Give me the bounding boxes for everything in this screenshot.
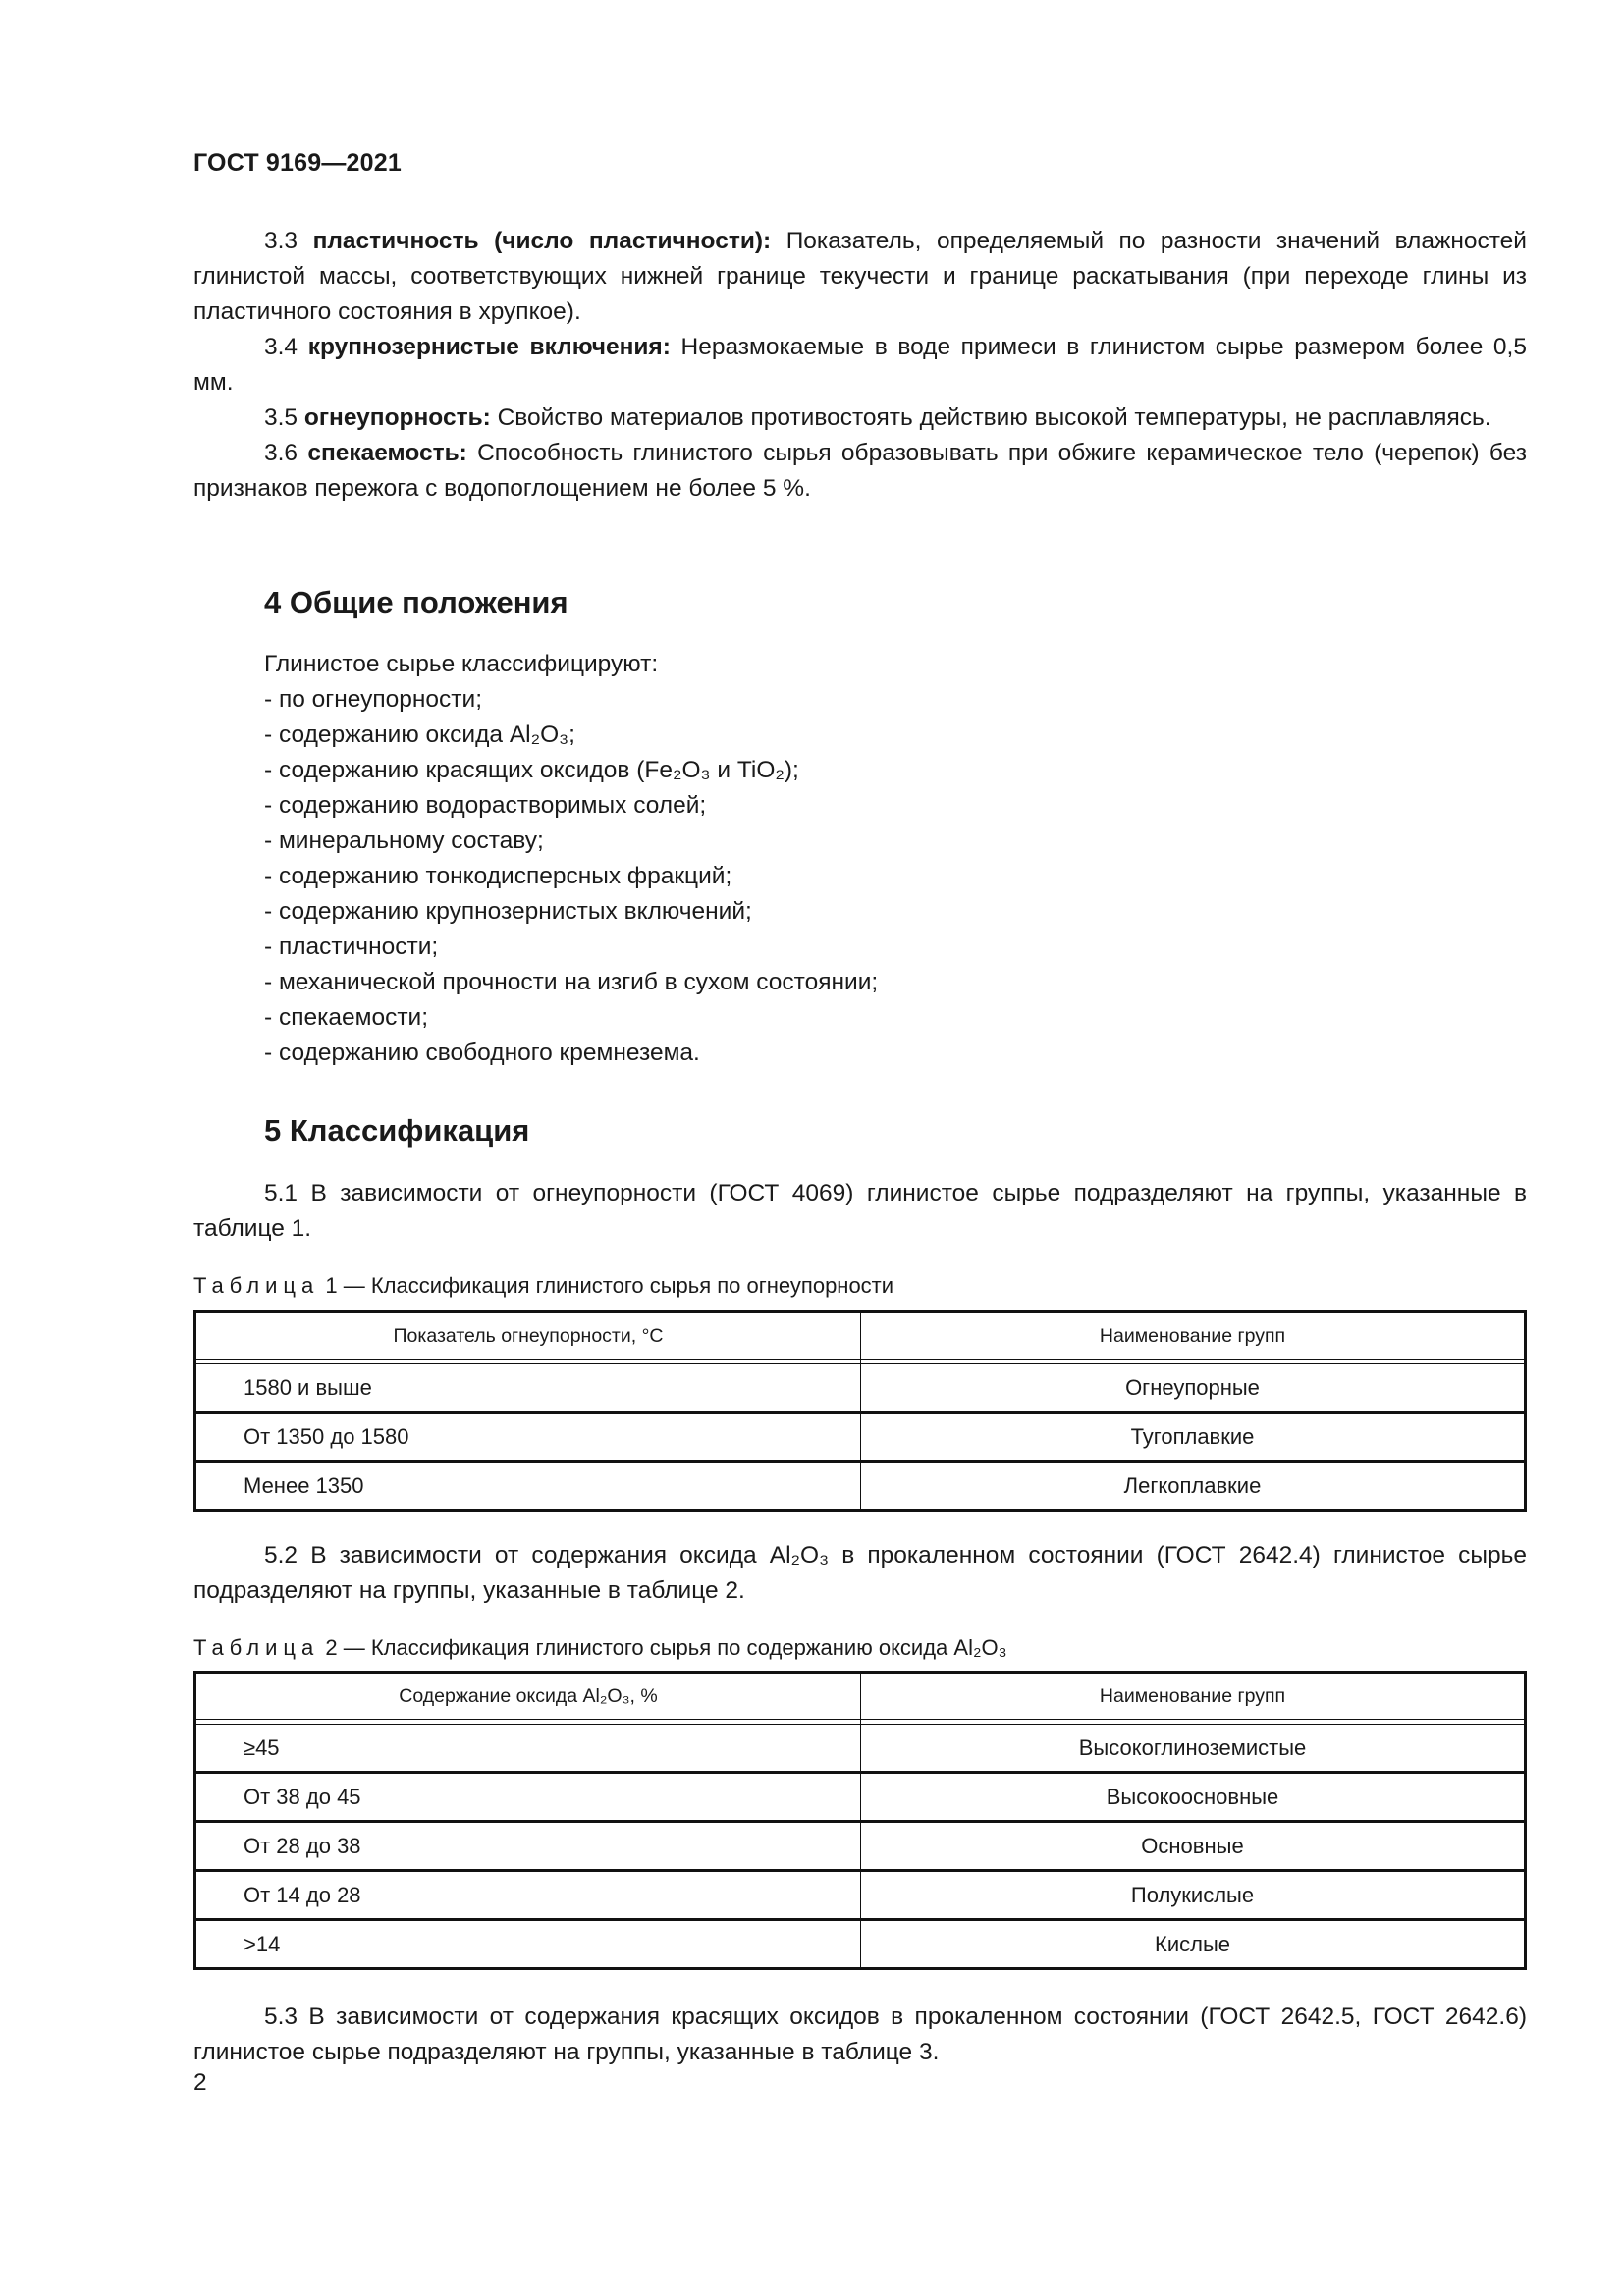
- table-row: [195, 1871, 1526, 1920]
- definition-text: Свойство материалов противостоять действию высокой температуры, не расплавляясь.: [490, 404, 1491, 431]
- list-item: - содержанию водорастворимых солей;: [264, 792, 707, 819]
- table-header-row: [195, 1673, 1526, 1720]
- definition-text: Показатель, определяемый по разности значений влажностей глинистой массы, соответствующих нижней границе текучести и границе раскатывания (при переходе глины из пластичного состояния в хрупкое).: [193, 228, 1527, 325]
- list-item: - пластичности;: [264, 934, 439, 960]
- list-item: - содержанию свободного кремнезема.: [264, 1040, 700, 1066]
- table-row: [195, 1725, 1526, 1773]
- definition-term: пластичность (число пластичности):: [312, 228, 772, 254]
- definitions-block: [193, 224, 1527, 507]
- definition-3-5: [193, 400, 1527, 436]
- list-intro: Глинистое сырье классифицируют:: [264, 651, 659, 677]
- table-row: [195, 1920, 1526, 1969]
- list-item: - содержанию красящих оксидов (Fe₂O₃ и TiO₂);: [264, 757, 799, 783]
- caption-prefix: Таблица: [193, 1635, 320, 1660]
- paragraph-5-2: [193, 1538, 1527, 1609]
- column-header: Содержание оксида Al₂O₃, %: [195, 1673, 861, 1720]
- page-number: 2: [193, 2069, 207, 2096]
- definition-text: Неразмокаемые в воде примеси в глинистом сырье размером более 0,5 мм.: [193, 334, 1527, 396]
- table-cell: >14: [195, 1920, 861, 1969]
- section-5-heading: 5 Классификация: [264, 1113, 530, 1148]
- table-cell: Легкоплавкие: [861, 1462, 1526, 1511]
- table-cell: От 28 до 38: [195, 1822, 861, 1871]
- classification-criteria-list: [264, 647, 878, 1071]
- table-row: [195, 1364, 1526, 1413]
- table-cell: ≥45: [195, 1725, 861, 1773]
- list-item: - спекаемости;: [264, 1004, 429, 1031]
- table-cell: Высокоглиноземистые: [861, 1725, 1526, 1773]
- definition-3-4: [193, 330, 1527, 400]
- column-header: Показатель огнеупорности, °С: [195, 1312, 861, 1360]
- definition-number: 3.4: [264, 334, 298, 360]
- document-id-header: ГОСТ 9169—2021: [193, 149, 402, 177]
- table-1-refractoriness: [193, 1310, 1527, 1512]
- list-item: - содержанию крупнозернистых включений;: [264, 898, 752, 925]
- definition-term: крупнозернистые включения:: [307, 334, 671, 360]
- list-item: - механической прочности на изгиб в сухом состоянии;: [264, 969, 879, 995]
- table-1-caption: [193, 1272, 893, 1300]
- definition-text: Способность глинистого сырья образовывать при обжиге керамическое тело (черепок) без признаков пережога с водопоглощением не более 5 %.: [193, 440, 1527, 502]
- paragraph-text: 5.3 В зависимости от содержания красящих оксидов в прокаленном состоянии (ГОСТ 2642.5, ГОСТ 2642.6) глинистое сырье подразделяют на группы, указанные в таблице 3.: [193, 2003, 1527, 2065]
- definition-number: 3.5: [264, 404, 298, 431]
- list-item: - минеральному составу;: [264, 828, 544, 854]
- definition-3-3: [193, 224, 1527, 330]
- paragraph-5-1: [193, 1176, 1527, 1247]
- table-row: [195, 1413, 1526, 1462]
- table-cell: Основные: [861, 1822, 1526, 1871]
- table-cell: Тугоплавкие: [861, 1413, 1526, 1462]
- column-header: Наименование групп: [861, 1673, 1526, 1720]
- column-header: Наименование групп: [861, 1312, 1526, 1360]
- table-cell: Высокоосновные: [861, 1773, 1526, 1822]
- table-cell: 1580 и выше: [195, 1364, 861, 1413]
- table-cell: Полукислые: [861, 1871, 1526, 1920]
- caption-text: 1 — Классификация глинистого сырья по огнеупорности: [319, 1273, 894, 1298]
- table-cell: Кислые: [861, 1920, 1526, 1969]
- table-row: [195, 1822, 1526, 1871]
- table-2-alumina-content: [193, 1671, 1527, 1970]
- caption-prefix: Таблица: [193, 1273, 320, 1298]
- table-2-caption: [193, 1634, 1007, 1662]
- definition-term: спекаемость:: [307, 440, 467, 466]
- paragraph-text: 5.2 В зависимости от содержания оксида Al₂O₃ в прокаленном состоянии (ГОСТ 2642.4) глинистое сырье подразделяют на группы, указанные в таблице 2.: [193, 1542, 1527, 1604]
- definition-3-6: [193, 436, 1527, 507]
- paragraph-5-3: [193, 2000, 1527, 2070]
- table-cell: От 38 до 45: [195, 1773, 861, 1822]
- table-row: [195, 1462, 1526, 1511]
- paragraph-text: 5.1 В зависимости от огнеупорности (ГОСТ 4069) глинистое сырье подразделяют на группы, указанные в таблице 1.: [193, 1180, 1527, 1242]
- table-header-row: [195, 1312, 1526, 1360]
- definition-number: 3.3: [264, 228, 298, 254]
- list-item: - по огнеупорности;: [264, 686, 482, 713]
- caption-text: 2 — Классификация глинистого сырья по содержанию оксида Al₂O₃: [319, 1635, 1007, 1660]
- definition-term: огнеупорность:: [303, 404, 491, 431]
- table-cell: Менее 1350: [195, 1462, 861, 1511]
- section-4-heading: 4 Общие положения: [264, 585, 568, 619]
- list-item: - содержанию оксида Al₂O₃;: [264, 721, 575, 748]
- list-item: - содержанию тонкодисперсных фракций;: [264, 863, 732, 889]
- table-cell: Огнеупорные: [861, 1364, 1526, 1413]
- table-row: [195, 1773, 1526, 1822]
- table-cell: От 1350 до 1580: [195, 1413, 861, 1462]
- table-cell: От 14 до 28: [195, 1871, 861, 1920]
- definition-number: 3.6: [264, 440, 298, 466]
